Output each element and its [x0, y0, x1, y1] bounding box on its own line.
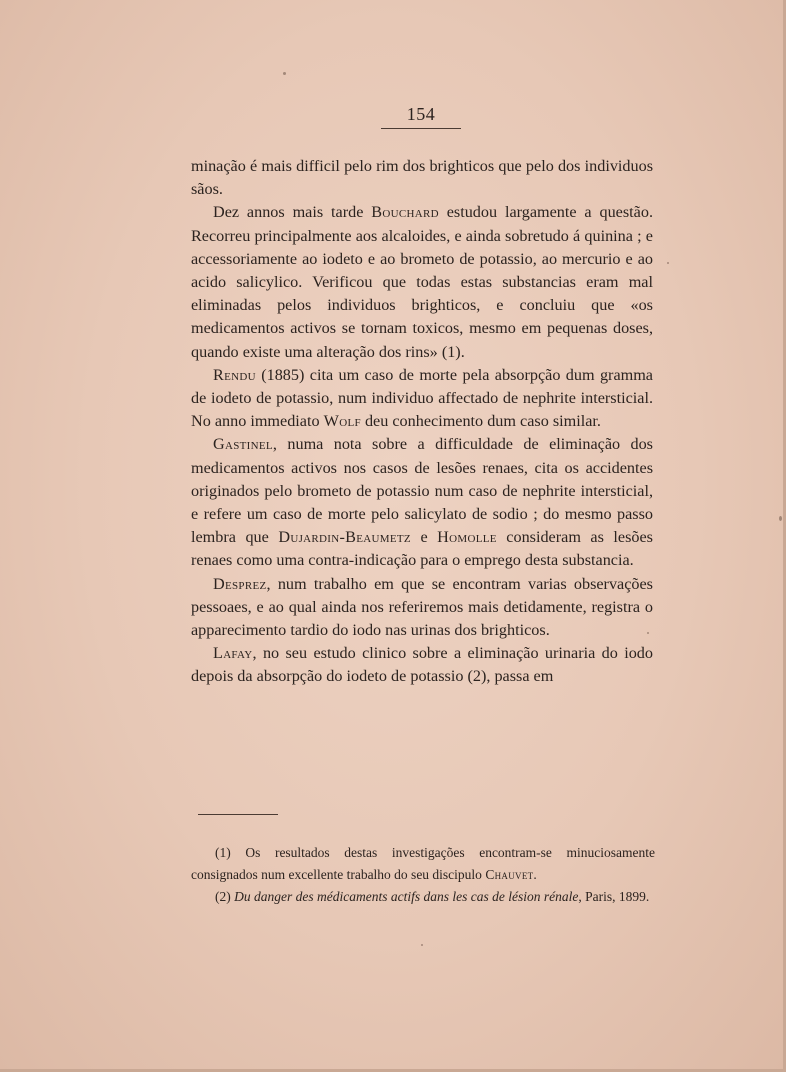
paragraph	[191, 364, 653, 434]
paper-speck	[647, 632, 649, 634]
paper-speck	[421, 944, 423, 946]
footnote-separator	[198, 814, 278, 815]
text-run: .	[533, 867, 537, 882]
page-number-rule	[381, 128, 461, 129]
text-run: consideram as lesões renaes como uma contra-indicação para o emprego desta substancia.	[191, 528, 653, 570]
text-run: , num trabalho em que se encontram varias observações pessoaes, e ao qual ainda nos referiremos mais detidamente, registra o apparecimento tardio do iodo nas urinas dos brighticos.	[191, 574, 653, 640]
author-name: Chauvet	[485, 867, 534, 882]
author-name: Desprez	[213, 574, 267, 593]
text-run: , numa nota sobre a difficuldade de eliminação dos medicamentos activos nos casos de lesões renaes, cita os accidentes originados pelo brometo de potassio num caso de nephrite intersticial, e refere um caso de morte pelo salicylato de sodio ; do mesmo passo lembra que	[191, 435, 653, 547]
paper-speck	[779, 516, 782, 521]
paragraph	[191, 433, 653, 572]
author-name: Lafay	[213, 644, 253, 663]
text-run: deu conhecimento dum caso similar.	[360, 412, 601, 431]
text-run: , no seu estudo clinico sobre a eliminação urinaria do iodo depois da absorpção do iodeto de potassio (2), passa em	[191, 644, 653, 686]
text-run: Dez annos mais tarde	[213, 203, 372, 222]
text-run: minação é mais difficil pelo rim dos brighticos que pelo dos individuos sãos.	[191, 157, 653, 199]
text-run: (1) Os resultados destas investigações encontram-se minuciosamente consignados num excellente trabalho do seu discipulo	[191, 845, 655, 882]
paragraph	[191, 573, 653, 643]
author-name: Bouchard	[371, 203, 439, 222]
footnote	[191, 886, 655, 908]
body-text	[191, 155, 653, 689]
paper-speck	[283, 72, 286, 75]
text-run: e	[410, 528, 438, 547]
footnotes	[191, 842, 655, 908]
paper-speck	[667, 262, 669, 264]
author-name: Homolle	[437, 528, 497, 547]
cited-title: Du danger des médicaments actifs dans les cas de lésion rénale	[234, 889, 579, 904]
page-number: 154	[406, 104, 436, 124]
author-name: Wolf	[323, 412, 361, 431]
paragraph	[191, 201, 653, 363]
paragraph	[191, 642, 653, 688]
author-name: Gastinel	[213, 435, 273, 454]
author-name: Dujardin-Beaumetz	[278, 528, 411, 547]
text-run: estudou largamente a questão. Recorreu principalmente aos alcaloides, e ainda sobretudo á quinina ; e accessoriamente ao iodeto e ao brometo de potassio, ao mercurio e ao acido salicylico. Verificou que todas estas substancias eram mal eliminadas pelos individuos brighticos, e concluiu que «os medicamentos activos se tornam toxicos, mesmo em pequenas doses, quando existe uma alteração dos rins» (1).	[191, 203, 653, 361]
author-name: Rendu	[213, 365, 256, 384]
text-run: , Paris, 1899.	[578, 889, 650, 904]
text-run: (1885) cita um caso de morte pela absorpção dum gramma de iodeto de potassio, num individuo affectado de nephrite intersticial. No anno immediato	[191, 365, 653, 431]
paragraph	[191, 155, 653, 201]
text-run: (2)	[215, 889, 235, 904]
footnote	[191, 842, 655, 886]
